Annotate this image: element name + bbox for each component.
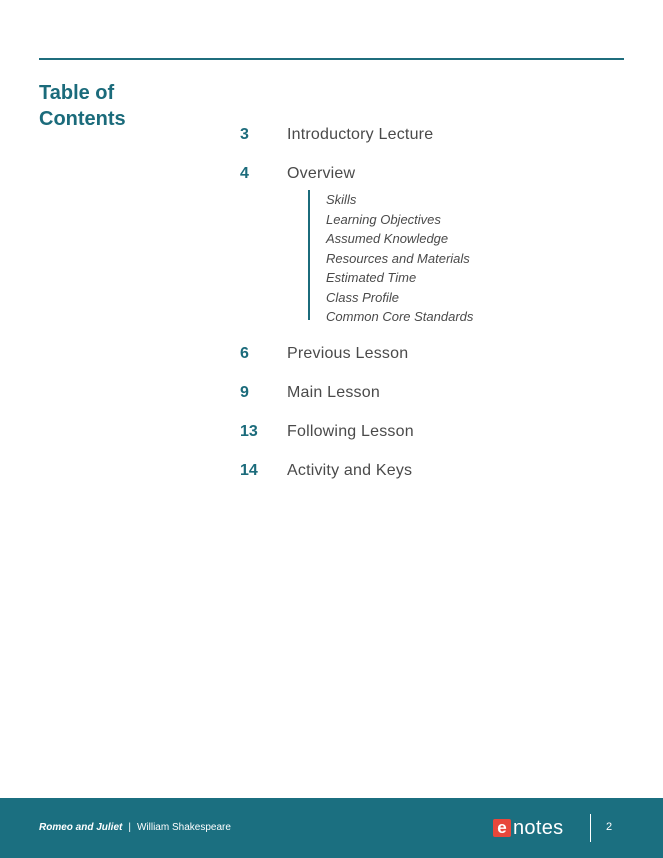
toc-heading-line2: Contents — [39, 108, 126, 130]
toc-entry-title: Previous Lesson — [287, 345, 409, 362]
overview-subitem-assumed-knowledge[interactable]: Assumed Knowledge — [326, 231, 449, 246]
toc-entry-title: Following Lesson — [287, 423, 414, 440]
toc-entry-page: 13 — [240, 423, 258, 440]
overview-subitem-common-core-standards[interactable]: Common Core Standards — [326, 309, 474, 324]
toc-entry-page: 9 — [240, 384, 249, 401]
footer-author: William Shakespeare — [136, 822, 231, 833]
toc-entry-main-lesson[interactable] — [240, 382, 380, 404]
toc-entry-previous-lesson[interactable] — [240, 343, 408, 365]
toc-heading-line1: Table of — [39, 82, 115, 104]
enotes-logo-e: e — [493, 819, 511, 837]
toc-entry-title: Activity and Keys — [287, 462, 413, 479]
overview-subitem-learning-objectives[interactable]: Learning Objectives — [326, 211, 441, 227]
toc-entry-title: Introductory Lecture — [287, 126, 434, 143]
toc-entry-page: 14 — [240, 462, 258, 479]
toc-entry-overview[interactable] — [240, 163, 355, 185]
page-number: 2 — [606, 821, 613, 833]
enotes-logo-word: notes — [513, 816, 564, 839]
toc-entry-introductory-lecture[interactable] — [240, 124, 433, 146]
page-footer — [0, 798, 663, 858]
footer-citation — [39, 822, 231, 833]
toc-entry-activity-and-keys[interactable] — [240, 460, 412, 482]
footer-separator: | — [128, 822, 131, 833]
overview-subitem-class-profile[interactable]: Class Profile — [326, 289, 399, 305]
toc-entry-title: Main Lesson — [287, 384, 380, 401]
footer-book-title: Romeo and Juliet — [39, 822, 123, 833]
overview-subitem-skills[interactable]: Skills — [326, 192, 357, 207]
top-rule — [39, 58, 624, 60]
overview-sublist — [308, 190, 474, 324]
toc-entry-page: 4 — [240, 165, 249, 182]
overview-subitem-resources-and-materials[interactable]: Resources and Materials — [326, 250, 470, 266]
toc-heading — [39, 80, 199, 132]
toc-entry-following-lesson[interactable] — [240, 421, 414, 443]
overview-subitem-estimated-time[interactable]: Estimated Time — [326, 270, 417, 285]
footer-divider — [590, 814, 591, 842]
toc-entry-page: 6 — [240, 345, 249, 362]
toc-entry-page: 3 — [240, 126, 249, 143]
enotes-logo — [493, 817, 563, 839]
toc-entry-title: Overview — [287, 165, 356, 182]
